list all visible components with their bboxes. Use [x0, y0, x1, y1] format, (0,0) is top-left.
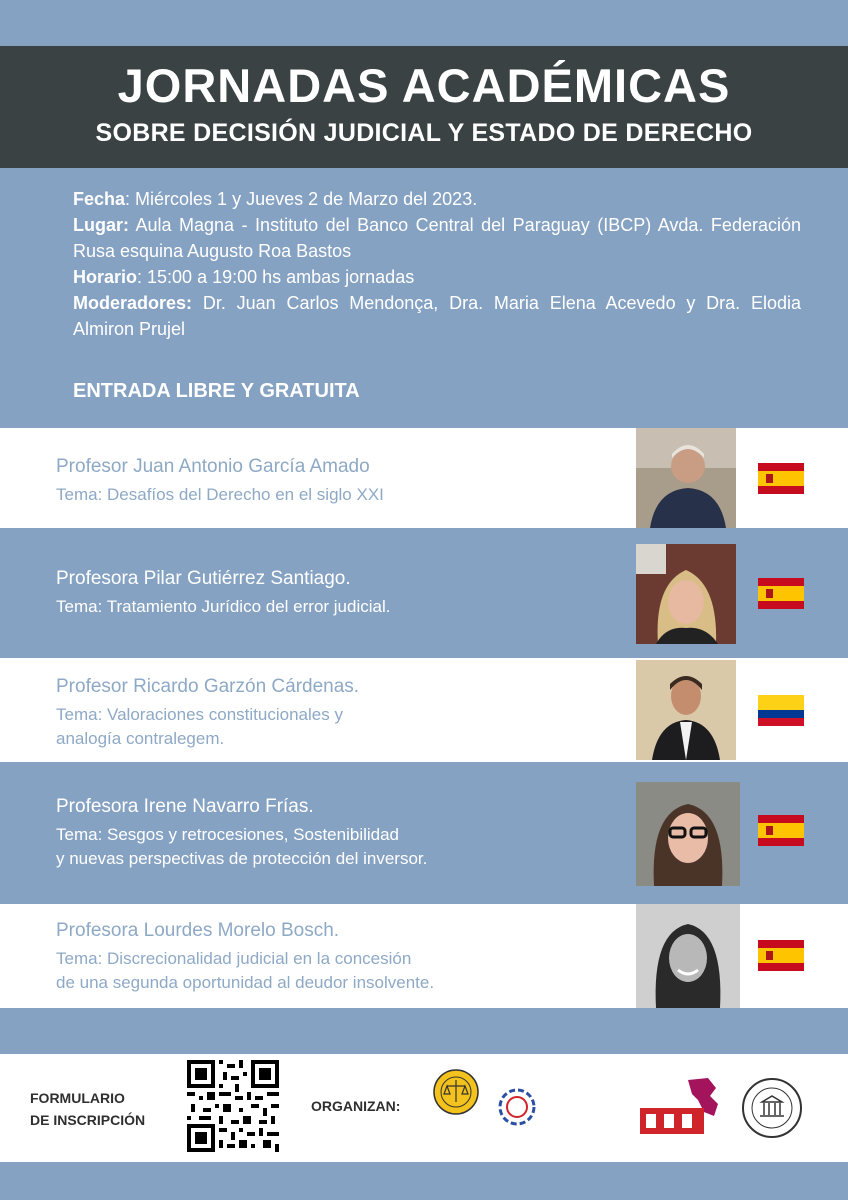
footer	[0, 1054, 848, 1162]
speaker-name: Profesor Juan Antonio García Amado	[56, 456, 370, 477]
speaker-topic: Tema: Desafíos del Derecho en el siglo XXI	[56, 485, 384, 504]
qr-code-icon[interactable]	[187, 1060, 279, 1152]
speaker-name: Profesora Lourdes Morelo Bosch.	[56, 920, 340, 941]
page-title: JORNADAS ACADÉMICAS	[117, 59, 731, 112]
speaker-row	[0, 658, 848, 762]
form-label-line-1: FORMULARIO	[30, 1090, 125, 1106]
lugar-row	[73, 212, 801, 264]
speaker-photo	[636, 904, 740, 1008]
colegio-abogados-logo	[420, 1068, 492, 1158]
speaker-topic: Tema: Discrecionalidad judicial en la concesión	[56, 949, 412, 968]
header-banner	[0, 46, 848, 168]
entrada-libre: ENTRADA LIBRE Y GRATUITA	[73, 380, 360, 402]
speaker-row	[0, 904, 848, 1008]
speaker-name: Profesor Ricardo Garzón Cárdenas.	[56, 676, 360, 697]
spain-flag-icon	[758, 463, 804, 494]
spain-flag-icon	[758, 940, 804, 971]
speaker-topic-2: de una segunda oportunidad al deudor insolvente.	[56, 973, 435, 992]
speaker-topic-2: analogía contralegem.	[56, 729, 225, 748]
speaker-photo	[636, 782, 740, 886]
colombia-flag-icon	[758, 695, 804, 726]
fecha-row	[73, 186, 801, 212]
fecha-label: Fecha	[73, 189, 126, 209]
speaker-name: Profesora Pilar Gutiérrez Santiago.	[56, 568, 351, 589]
speaker-row	[0, 428, 848, 528]
form-label-line-2: DE INSCRIPCIÓN	[30, 1112, 146, 1128]
speaker-name: Profesora Irene Navarro Frías.	[56, 796, 314, 817]
moderadores-value: Dr. Juan Carlos Mendonça, Dra. Maria Elena Acevedo y Dra. Elodia Almiron Prujel	[73, 293, 801, 339]
ipdc-logo	[498, 1088, 630, 1128]
horario-value: : 15:00 a 19:00 hs ambas jornadas	[137, 267, 415, 287]
speaker-photo	[636, 660, 736, 760]
spain-flag-icon	[758, 578, 804, 609]
pdp-logo	[638, 1076, 730, 1140]
organizers-label: ORGANIZAN:	[311, 1098, 401, 1114]
spain-flag-icon	[758, 815, 804, 846]
registration-form-label	[30, 1087, 145, 1131]
speaker-topic: Tema: Tratamiento Jurídico del error judicial.	[56, 597, 391, 616]
speaker-photo	[636, 544, 736, 644]
fecha-value: : Miércoles 1 y Jueves 2 de Marzo del 2023.	[125, 189, 478, 209]
speaker-row	[0, 528, 848, 658]
speaker-topic: Tema: Valoraciones constitucionales y	[56, 705, 343, 724]
horario-row	[73, 264, 801, 290]
speaker-row	[0, 762, 848, 904]
moderadores-row	[73, 290, 801, 342]
horario-label: Horario	[73, 267, 138, 287]
speaker-photo	[636, 428, 736, 528]
lugar-label: Lugar:	[73, 215, 129, 235]
lugar-value: Aula Magna - Instituto del Banco Central del Paraguay (IBCP) Avda. Federación Rusa esquina Augusto Roa Bastos	[73, 215, 801, 261]
speaker-topic: Tema: Sesgos y retrocesiones, Sostenibilidad	[56, 825, 400, 844]
event-info	[73, 186, 801, 342]
page-subtitle: SOBRE DECISIÓN JUDICIAL Y ESTADO DE DERECHO	[95, 119, 753, 147]
speaker-topic-2: y nuevas perspectivas de protección del inversor.	[56, 849, 428, 868]
moderadores-label: Moderadores:	[73, 293, 193, 313]
banco-central-logo	[740, 1076, 804, 1140]
